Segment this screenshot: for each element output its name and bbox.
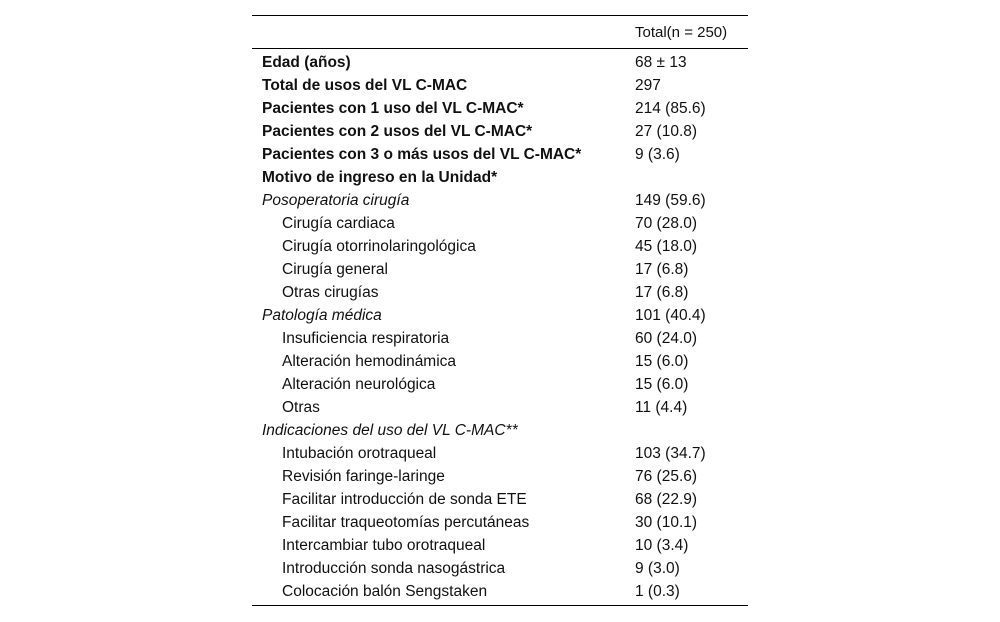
row-label: Alteración hemodinámica (282, 353, 457, 370)
row-label: Cirugía cardiaca (282, 215, 395, 232)
column-header-total: Total(n = 250) (635, 24, 728, 41)
row-value: 15 (6.0) (635, 376, 689, 393)
table-row (252, 235, 748, 258)
table-row (252, 396, 748, 419)
row-value: 9 (3.6) (635, 146, 680, 163)
row-label: Motivo de ingreso en la Unidad* (262, 169, 498, 186)
row-label: Patología médica (262, 307, 382, 324)
table-row (252, 74, 748, 97)
table-row (252, 580, 748, 603)
row-value: 60 (24.0) (635, 330, 698, 347)
table-row (252, 166, 748, 189)
row-value: 9 (3.0) (635, 560, 680, 577)
table-row (252, 281, 748, 304)
table-row (252, 258, 748, 281)
row-label: Pacientes con 1 uso del VL C-MAC* (262, 100, 524, 117)
table-header-row (252, 16, 748, 48)
table-row (252, 419, 748, 442)
row-label: Facilitar traqueotomías percutáneas (282, 514, 530, 531)
row-label: Indicaciones del uso del VL C-MAC** (262, 422, 518, 439)
row-value: 76 (25.6) (635, 468, 698, 485)
row-label: Colocación balón Sengstaken (282, 583, 488, 600)
table-row (252, 189, 748, 212)
row-label: Cirugía general (282, 261, 388, 278)
table-row (252, 350, 748, 373)
row-value: 101 (40.4) (635, 307, 706, 324)
table-row (252, 327, 748, 350)
table-row (252, 97, 748, 120)
row-label: Intercambiar tubo orotraqueal (282, 537, 486, 554)
row-label: Facilitar introducción de sonda ETE (282, 491, 527, 508)
table-body (252, 49, 748, 605)
row-value: 15 (6.0) (635, 353, 689, 370)
row-label: Alteración neurológica (282, 376, 436, 393)
row-label: Pacientes con 3 o más usos del VL C-MAC* (262, 146, 582, 163)
row-label: Cirugía otorrinolaringológica (282, 238, 476, 255)
row-value: 297 (635, 77, 661, 94)
table-row (252, 373, 748, 396)
table-bottom-rule (252, 605, 748, 606)
row-label: Insuficiencia respiratoria (282, 330, 450, 347)
table-row (252, 442, 748, 465)
row-value: 27 (10.8) (635, 123, 698, 140)
row-value: 70 (28.0) (635, 215, 698, 232)
row-label: Intubación orotraqueal (282, 445, 437, 462)
row-value: 103 (34.7) (635, 445, 706, 462)
row-label: Introducción sonda nasogástrica (282, 560, 506, 577)
row-label: Posoperatoria cirugía (262, 192, 410, 209)
data-table (252, 15, 748, 606)
row-label: Otras (282, 399, 320, 416)
table-row (252, 465, 748, 488)
row-label: Total de usos del VL C-MAC (262, 77, 468, 94)
row-label: Pacientes con 2 usos del VL C-MAC* (262, 123, 533, 140)
table-row (252, 212, 748, 235)
row-value: 149 (59.6) (635, 192, 706, 209)
row-value: 30 (10.1) (635, 514, 698, 531)
row-value: 10 (3.4) (635, 537, 689, 554)
row-value: 68 ± 13 (635, 54, 687, 71)
row-value: 1 (0.3) (635, 583, 680, 600)
table-row (252, 488, 748, 511)
table-row (252, 51, 748, 74)
table-row (252, 304, 748, 327)
row-label: Otras cirugías (282, 284, 379, 301)
row-value: 45 (18.0) (635, 238, 698, 255)
row-value: 214 (85.6) (635, 100, 706, 117)
row-value: 17 (6.8) (635, 284, 689, 301)
table-row (252, 557, 748, 580)
row-value: 68 (22.9) (635, 491, 698, 508)
table-row (252, 511, 748, 534)
row-value: 11 (4.4) (635, 399, 688, 416)
row-value: 17 (6.8) (635, 261, 689, 278)
table-row (252, 143, 748, 166)
row-label: Edad (años) (262, 54, 351, 71)
table-row (252, 534, 748, 557)
row-label: Revisión faringe-laringe (282, 468, 445, 485)
table-row (252, 120, 748, 143)
